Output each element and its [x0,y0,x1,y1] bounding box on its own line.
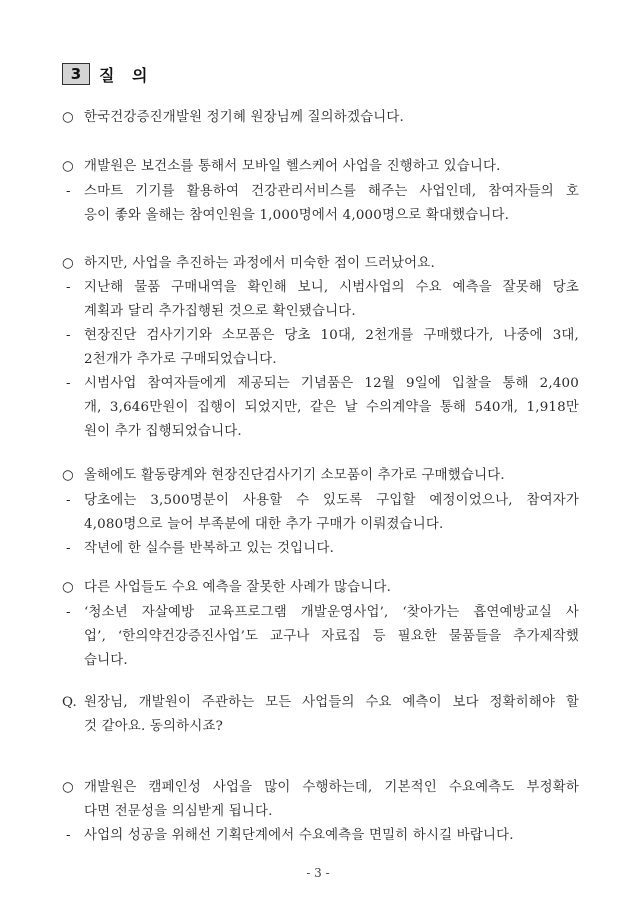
bullet-marker: ○ [62,159,74,174]
question-marker: Q. [62,695,77,710]
paragraph-line: 당초에는 3,500명분이 사용할 수 있도록 구입할 예정이었으나, 참여자가 [84,493,579,508]
paragraph-line: 원이 추가 집행되었습니다. [84,424,242,439]
paragraph-line: 개발원은 보건소를 통해서 모바일 헬스케어 사업을 진행하고 있습니다. [84,159,501,174]
dash-marker: - [66,493,71,508]
paragraph-line: 사업의 성공을 위해선 기획단계에서 수요예측을 면밀히 하시길 바랍니다. [84,828,514,843]
paragraph-line: 다른 사업들도 수요 예측을 잘못한 사례가 많습니다. [84,580,392,595]
paragraph-line: 원장님, 개발원이 주관하는 모든 사업들의 수요 예측이 보다 정확히해야 할 [84,695,579,710]
dash-marker: - [66,605,71,620]
bullet-marker: ○ [62,780,74,795]
paragraph-line: 작년에 한 실수를 반복하고 있는 것입니다. [84,541,335,556]
paragraph-line: 지난해 물품 구매내역을 확인해 보니, 시범사업의 수요 예측을 잘못해 당초 [84,280,579,295]
section-number-box: 3 [62,63,90,85]
paragraph-line: 것 같아요. 동의하시죠? [84,719,223,734]
paragraph-line: 스마트 기기를 활용하여 건강관리서비스를 해주는 사업인데, 참여자들의 호 [84,184,579,199]
page-number: - 3 - [306,866,330,880]
dash-marker: - [66,376,71,391]
paragraph-line: ‘청소년 자살예방 교육프로그램 개발운영사업’, ‘찾아가는 흡연예방교실 사 [84,605,579,620]
bullet-marker: ○ [62,468,74,483]
paragraph-line: 습니다. [84,653,128,668]
paragraph-line: 하지만, 사업을 추진하는 과정에서 미숙한 점이 드러났어요. [84,256,435,271]
dash-marker: - [66,328,71,343]
paragraph-line: 2천개가 추가로 구매되었습니다. [84,352,277,367]
dash-marker: - [66,828,71,843]
paragraph-line: 한국건강증진개발원 정기혜 원장님께 질의하겠습니다. [84,110,404,125]
bullet-marker: ○ [62,256,74,271]
paragraph-line: 다면 전문성을 의심받게 됩니다. [84,804,273,819]
paragraph-line: 응이 좋와 올해는 참여인원을 1,000명에서 4,000명으로 확대했습니다. [84,208,510,223]
section-title: 질 의 [99,65,154,85]
dash-marker: - [66,184,71,199]
section-heading [62,62,153,86]
paragraph-line: 업’, ‘한의약건강증진사업’도 교구나 자료집 등 필요한 물품들을 추가제작했 [84,629,579,644]
dash-marker: - [66,280,71,295]
dash-marker: - [66,541,71,556]
bullet-marker: ○ [62,110,74,125]
paragraph-line: 계획과 달리 추가집행된 것으로 확인됐습니다. [84,304,356,319]
paragraph-line: 4,080명으로 늘어 부족분에 대한 추가 구매가 이뤄졌습니다. [84,517,444,532]
paragraph-line: 시범사업 참여자들에게 제공되는 기념품은 12월 9일에 입찰을 통해 2,400 [84,376,579,391]
paragraph-line: 올해에도 활동량계와 현장진단검사기기 소모품이 추가로 구매했습니다. [84,468,505,483]
paragraph-line: 개, 3,646만원이 집행이 되었지만, 같은 날 수의계약을 통해 540개, 1,918만 [84,400,579,415]
paragraph-line: 개발원은 캠페인성 사업을 많이 수행하는데, 기본적인 수요예측도 부정확하 [84,780,579,795]
paragraph-line: 현장진단 검사기기와 소모품은 당초 10대, 2천개를 구매했다가, 나중에 3대, [84,328,579,343]
bullet-marker: ○ [62,580,74,595]
